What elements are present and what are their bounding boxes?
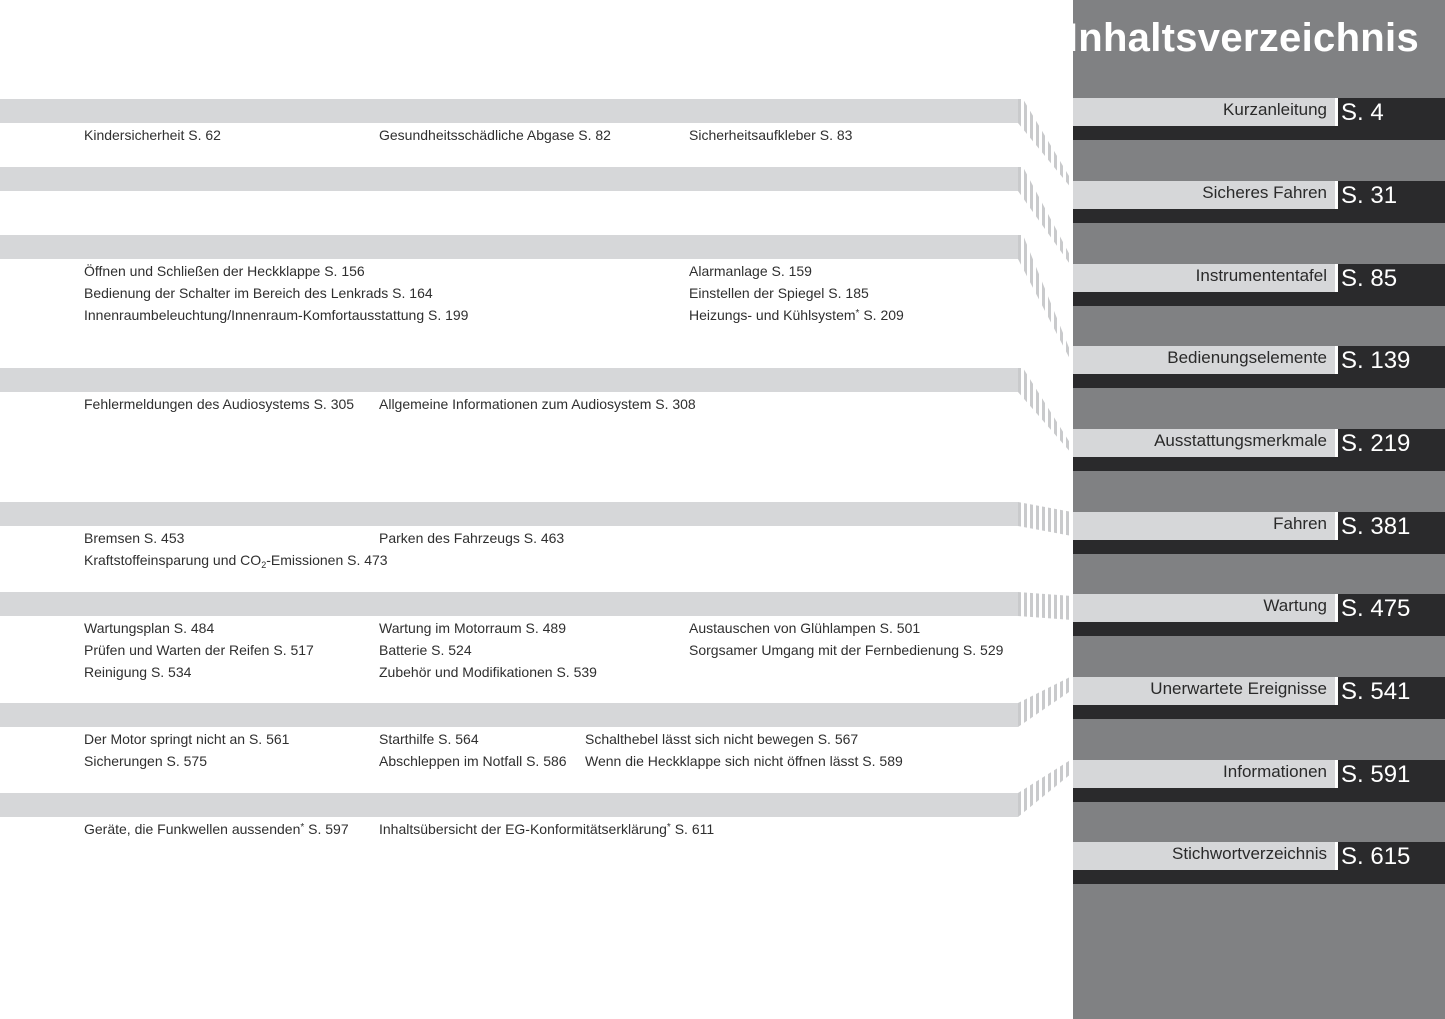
chapter-tab-bedienungselemente[interactable] xyxy=(1073,346,1445,388)
entry-wartungsplan[interactable]: Wartungsplan S. 484 xyxy=(84,620,215,636)
entry-spiegel[interactable]: Einstellen der Spiegel S. 185 xyxy=(689,285,869,301)
chapter-label: Informationen xyxy=(1073,760,1335,788)
entry-funkwellen[interactable] xyxy=(84,820,349,838)
chapter-label: Kurzanleitung xyxy=(1073,98,1335,126)
chapter-page: S. 219 xyxy=(1335,429,1445,471)
asterisk-mark: * xyxy=(855,308,860,319)
chapter-tab-sicheres-fahren[interactable] xyxy=(1073,181,1445,223)
entry-starthilfe[interactable]: Starthilfe S. 564 xyxy=(379,731,479,747)
chapter-tab-instrumententafel[interactable] xyxy=(1073,264,1445,306)
entry-alarmanlage[interactable]: Alarmanlage S. 159 xyxy=(689,263,812,279)
connector-unerwartete xyxy=(1018,676,1072,727)
entry-konformitaet-page: S. 611 xyxy=(670,821,715,837)
chapter-label: Sicheres Fahren xyxy=(1073,181,1335,209)
band-instrumententafel xyxy=(0,167,1018,191)
band-bedienungselemente xyxy=(0,235,1018,259)
entry-konformitaet-label: Inhaltsübersicht der EG-Konformitätserklärung xyxy=(379,821,667,837)
connector-informationen xyxy=(1018,759,1072,817)
chapter-label: Unerwartete Ereignisse xyxy=(1073,677,1335,705)
chapter-label: Stichwortverzeichnis xyxy=(1073,842,1335,870)
connector-ausstattungsmerkmale xyxy=(1018,368,1072,454)
chapter-page: S. 541 xyxy=(1335,677,1445,719)
band-fahren xyxy=(0,502,1018,526)
asterisk-mark: * xyxy=(666,822,671,833)
chapter-page: S. 139 xyxy=(1335,346,1445,388)
band-sicheres-fahren xyxy=(0,99,1018,123)
entry-gluehlampen[interactable]: Austauschen von Glühlampen S. 501 xyxy=(689,620,921,636)
entry-heizung-page: S. 209 xyxy=(859,307,904,323)
chapter-label: Ausstattungsmerkmale xyxy=(1073,429,1335,457)
entry-audio-info[interactable]: Allgemeine Informationen zum Audiosystem S. 308 xyxy=(379,396,696,412)
chapter-page: S. 381 xyxy=(1335,512,1445,554)
entry-heizung[interactable] xyxy=(689,306,904,324)
chapter-label: Instrumententafel xyxy=(1073,264,1335,292)
entry-konformitaet[interactable] xyxy=(379,820,714,838)
entry-funkwellen-page: S. 597 xyxy=(304,821,349,837)
entry-heizung-label: Heizungs- und Kühlsystem xyxy=(689,307,856,323)
tab-underline xyxy=(1073,457,1335,471)
entry-reinigung[interactable]: Reinigung S. 534 xyxy=(84,664,192,680)
chapter-tab-informationen[interactable] xyxy=(1073,760,1445,802)
chapter-sidebar xyxy=(1066,0,1445,1019)
connector-wartung xyxy=(1018,592,1072,620)
asterisk-mark: * xyxy=(300,822,305,833)
entry-abschleppen[interactable]: Abschleppen im Notfall S. 586 xyxy=(379,753,567,769)
band-informationen xyxy=(0,793,1018,817)
tab-underline xyxy=(1073,870,1335,884)
entry-parken[interactable]: Parken des Fahrzeugs S. 463 xyxy=(379,530,565,546)
chapter-page: S. 85 xyxy=(1335,264,1445,306)
entry-abgase[interactable]: Gesundheitsschädliche Abgase S. 82 xyxy=(379,127,611,143)
entry-kindersicherheit[interactable]: Kindersicherheit S. 62 xyxy=(84,127,221,143)
page-title: Inhaltsverzeichnis xyxy=(1066,16,1419,60)
entry-batterie[interactable]: Batterie S. 524 xyxy=(379,642,472,658)
chapter-tab-unerwartete-ereignisse[interactable] xyxy=(1073,677,1445,719)
entry-lenkrad-schalter[interactable]: Bedienung der Schalter im Bereich des Lenkrads S. 164 xyxy=(84,285,433,301)
tab-underline xyxy=(1073,126,1335,140)
tab-underline xyxy=(1073,209,1335,223)
tab-underline xyxy=(1073,540,1335,554)
entry-fernbedienung[interactable]: Sorgsamer Umgang mit der Fernbedienung S. 529 xyxy=(689,642,1004,658)
entry-kraftstoff-subscript: 2 xyxy=(261,560,267,570)
band-unerwartete xyxy=(0,703,1018,727)
entry-kraftstoff-rest: -Emissionen S. 473 xyxy=(266,552,388,568)
tab-underline xyxy=(1073,374,1335,388)
entry-schalthebel[interactable]: Schalthebel lässt sich nicht bewegen S. 567 xyxy=(585,731,859,747)
connector-fahren xyxy=(1018,502,1072,536)
entry-motorraum[interactable]: Wartung im Motorraum S. 489 xyxy=(379,620,566,636)
entry-kraftstoff-label: Kraftstoffeinsparung und CO xyxy=(84,552,262,568)
chapter-page: S. 31 xyxy=(1335,181,1445,223)
chapter-label: Fahren xyxy=(1073,512,1335,540)
chapter-tab-fahren[interactable] xyxy=(1073,512,1445,554)
entry-zubehoer[interactable]: Zubehör und Modifikationen S. 539 xyxy=(379,664,597,680)
chapter-label: Wartung xyxy=(1073,594,1335,622)
chapter-tab-kurzanleitung[interactable] xyxy=(1073,98,1445,140)
entry-funkwellen-label: Geräte, die Funkwellen aussenden xyxy=(84,821,301,837)
chapter-page: S. 615 xyxy=(1335,842,1445,884)
entry-reifen[interactable]: Prüfen und Warten der Reifen S. 517 xyxy=(84,642,314,658)
chapter-tab-ausstattungsmerkmale[interactable] xyxy=(1073,429,1445,471)
chapter-tab-wartung[interactable] xyxy=(1073,594,1445,636)
entry-heckklappe-notfall[interactable]: Wenn die Heckklappe sich nicht öffnen lässt S. 589 xyxy=(585,753,903,769)
entry-bremsen[interactable]: Bremsen S. 453 xyxy=(84,530,185,546)
tab-underline xyxy=(1073,622,1335,636)
tab-underline xyxy=(1073,788,1335,802)
entry-motor-springt-nicht-an[interactable]: Der Motor springt nicht an S. 561 xyxy=(84,731,290,747)
entry-audio-fehlermeldungen[interactable]: Fehlermeldungen des Audiosystems S. 305 xyxy=(84,396,355,412)
chapter-tab-stichwortverzeichnis[interactable] xyxy=(1073,842,1445,884)
tab-underline xyxy=(1073,705,1335,719)
band-ausstattungsmerkmale xyxy=(0,368,1018,392)
chapter-page: S. 4 xyxy=(1335,98,1445,140)
chapter-label: Bedienungselemente xyxy=(1073,346,1335,374)
entry-sicherungen[interactable]: Sicherungen S. 575 xyxy=(84,753,207,769)
entry-kraftstoff[interactable] xyxy=(84,551,388,569)
entry-innenraum[interactable]: Innenraumbeleuchtung/Innenraum-Komfortausstattung S. 199 xyxy=(84,307,469,323)
chapter-page: S. 591 xyxy=(1335,760,1445,802)
entry-sicherheitsaufkleber[interactable]: Sicherheitsaufkleber S. 83 xyxy=(689,127,853,143)
chapter-page: S. 475 xyxy=(1335,594,1445,636)
entry-heckklappe[interactable]: Öffnen und Schließen der Heckklappe S. 156 xyxy=(84,263,365,279)
band-wartung xyxy=(0,592,1018,616)
tab-underline xyxy=(1073,292,1335,306)
